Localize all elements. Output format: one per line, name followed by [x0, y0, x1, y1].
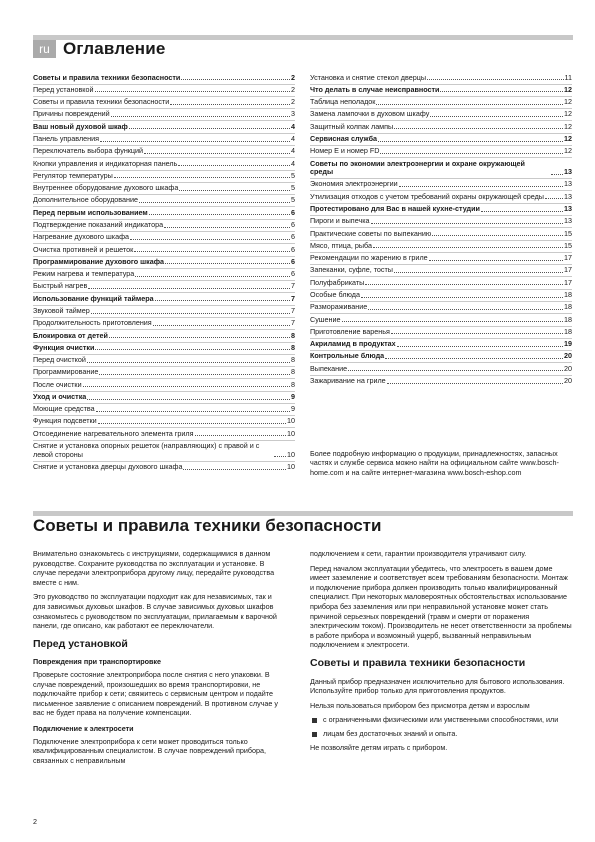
bullet-item: с ограниченными физическими или умственными способностями, или: [310, 715, 573, 725]
toc-entry-title: Зажаривание на гриле: [310, 375, 386, 385]
toc-entry-title: Номер Е и номер FD: [310, 146, 380, 156]
toc-leader-dots: [376, 104, 563, 105]
toc-entry[interactable]: [33, 268, 295, 280]
toc-entry-page: 7: [291, 293, 295, 303]
toc-entry[interactable]: [33, 415, 295, 427]
toc-entry[interactable]: [310, 240, 572, 252]
toc-entry-title: Внутреннее оборудование духового шкафа: [33, 183, 179, 193]
toc-leader-dots: [181, 79, 290, 80]
toc-leader-dots: [99, 374, 290, 375]
toc-leader-dots: [430, 116, 563, 117]
toc-entry[interactable]: [310, 289, 572, 301]
toc-entry[interactable]: [33, 391, 295, 403]
toc-entry-title: Особые блюда: [310, 289, 360, 299]
toc-entry-title: Быстрый нагрев: [33, 281, 88, 291]
toc-entry[interactable]: [310, 108, 572, 120]
toc-entry-title: Сушение: [310, 314, 341, 324]
toc-entry-title: Программирование: [33, 367, 99, 377]
toc-entry-page: 8: [291, 367, 295, 377]
toc-entry-page: 18: [564, 326, 572, 336]
page-title: Оглавление: [63, 39, 166, 58]
toc-entry-page: 7: [291, 281, 295, 291]
toc-entry-title: Снятие и установка опорных решеток (направляющих) с правой и с левой стороны: [33, 441, 260, 459]
toc-entry-title: Перед очисткой: [33, 355, 86, 365]
toc-leader-dots: [144, 153, 290, 154]
toc-entry-title: Программирование духового шкафа: [33, 256, 165, 266]
toc-entry-page: 20: [564, 363, 572, 373]
paragraph: Подключение электроприбора к сети может проводиться только квалифицированным специалистом. В случае повреждений прибора, связанных с неправильным: [33, 736, 267, 765]
toc-entry-page: 5: [291, 183, 295, 193]
toc-leader-dots: [274, 456, 286, 457]
toc-entry-title: Режим нагрева и температура: [33, 269, 135, 279]
paragraph: Проверьте состояние электроприбора после снятия с него упаковки. В случае повреждений, произошедших во время транспортировки, не подключайте прибор к сети; свяжитесь с сервисным центром и подайте письменное заявление с описанием повреждений. В противном случае у вас не будет права на получение компенсации.: [33, 669, 279, 718]
toc-entry-page: 4: [291, 158, 295, 168]
toc-entry-page: 7: [291, 318, 295, 328]
toc-entry-page: 13: [564, 179, 572, 189]
toc-entry-page: 3: [291, 109, 295, 119]
toc-leader-dots: [87, 362, 290, 363]
toc-entry[interactable]: [310, 362, 572, 374]
toc-entry[interactable]: [33, 366, 295, 378]
toc-entry-title: Кнопки управления и индикаторная панель: [33, 158, 178, 168]
toc-entry-title: Рекомендации по жарению в гриле: [310, 253, 428, 263]
toc-leader-dots: [134, 251, 290, 252]
toc-entry[interactable]: [310, 145, 572, 157]
toc-entry-page: 5: [291, 170, 295, 180]
language-badge: ru: [33, 40, 56, 58]
toc-leader-dots: [432, 235, 563, 236]
toc-entry[interactable]: [310, 120, 572, 132]
toc-entry-title: Что делать в случае неисправности: [310, 84, 440, 94]
toc-leader-dots: [365, 284, 563, 285]
toc-leader-dots: [387, 383, 563, 384]
toc-entry-page: 12: [564, 134, 572, 144]
toc-entry-page: 6: [291, 207, 295, 217]
toc-entry-page: 17: [564, 277, 572, 287]
toc-entry[interactable]: [33, 170, 295, 182]
toc-entry-title: Моющие средства: [33, 404, 95, 414]
toc-entry-title: Выпекание: [310, 363, 348, 373]
toc-entry[interactable]: [33, 256, 295, 268]
toc-entry-page: 13: [564, 204, 572, 214]
toc-entry-title: Сервисная служба: [310, 134, 378, 144]
toc-entry[interactable]: [33, 342, 295, 354]
toc-entry-title: После очистки: [33, 379, 82, 389]
paragraph: Не позволяйте детям играть с прибором.: [310, 742, 448, 752]
toc-entry-title: Установка и снятие стекол дверцы: [310, 72, 427, 82]
toc-entry[interactable]: [33, 133, 295, 145]
toc-entry-title: Акриламид в продуктах: [310, 339, 396, 349]
toc-entry[interactable]: [33, 354, 295, 366]
toc-left-column: [33, 72, 295, 473]
toc-leader-dots: [545, 198, 563, 199]
toc-entry[interactable]: [310, 326, 572, 338]
toc-leader-dots: [98, 423, 286, 424]
toc-entry[interactable]: [33, 120, 295, 132]
toc-entry[interactable]: [33, 108, 295, 120]
bullet-item: лицам без достаточных знаний и опыта.: [310, 729, 573, 739]
toc-leader-dots: [361, 297, 563, 298]
toc-entry-page: 7: [291, 305, 295, 315]
toc-leader-dots: [88, 288, 290, 289]
toc-entry[interactable]: [310, 215, 572, 227]
toc-leader-dots: [153, 325, 290, 326]
toc-right-column: [310, 72, 572, 387]
info-note: Более подробную информацию о продукции, принадлежностях, запасных частях и службе сервиса можно найти на официальном сайте www.bosch-home.com и на сайте интернет-магазина www.bosch-eshop.com: [310, 449, 559, 477]
toc-entry-page: 10: [287, 416, 295, 426]
toc-entry[interactable]: [310, 203, 572, 215]
toc-entry-page: 20: [564, 375, 572, 385]
toc-entry-page: 17: [564, 265, 572, 275]
toc-leader-dots: [91, 313, 290, 314]
toc-leader-dots: [427, 79, 564, 80]
toc-entry[interactable]: [33, 440, 295, 461]
paragraph: Это руководство по эксплуатации подходит как для независимых, так и для зависимых духовых шкафов. В случае зависимых духовых шкафов ознакомьтесь с руководством по эксплуатации, прилагаемым к варочной панели, где описано, как работают ее переключатели.: [33, 592, 277, 631]
toc-entry-page: 13: [564, 216, 572, 226]
toc-entry-page: 10: [287, 461, 295, 471]
toc-leader-dots: [139, 202, 290, 203]
toc-entry-title: Советы по экономии электроэнергии и охране окружающей среды: [310, 158, 525, 177]
toc-leader-dots: [109, 337, 290, 338]
toc-entry-title: Причины повреждений: [33, 109, 110, 119]
toc-leader-dots: [114, 177, 290, 178]
toc-entry[interactable]: [33, 72, 295, 84]
toc-entry[interactable]: [310, 264, 572, 276]
toc-entry-page: 2: [291, 72, 295, 82]
toc-entry[interactable]: [33, 206, 295, 218]
toc-entry-title: Перед установкой: [33, 84, 94, 94]
toc-leader-dots: [440, 91, 563, 92]
toc-entry[interactable]: [310, 301, 572, 313]
toc-entry[interactable]: [310, 72, 572, 84]
heading-before-install: Перед установкой: [33, 637, 128, 650]
body-right-column: [310, 549, 573, 757]
toc-entry-page: 20: [564, 351, 572, 361]
toc-entry-page: 9: [291, 391, 295, 401]
toc-leader-dots: [170, 104, 290, 105]
toc-entry-page: 4: [291, 134, 295, 144]
toc-entry-title: Нагревание духового шкафа: [33, 232, 129, 242]
toc-entry-page: 12: [564, 121, 572, 131]
toc-entry-title: Таблица неполадок: [310, 97, 376, 107]
toc-entry-page: 8: [291, 342, 295, 352]
toc-entry[interactable]: [33, 157, 295, 169]
toc-entry-title: Экономия электроэнергии: [310, 179, 398, 189]
toc-entry[interactable]: [33, 243, 295, 255]
toc-entry-page: 12: [564, 84, 572, 94]
toc-entry-page: 4: [291, 121, 295, 131]
subheading-transport-damage: Повреждения при транспортировке: [33, 657, 162, 667]
toc-leader-dots: [164, 227, 290, 228]
toc-entry-page: 6: [291, 244, 295, 254]
toc-entry[interactable]: [310, 350, 572, 362]
toc-entry-page: 8: [291, 379, 295, 389]
toc-entry-title: Панель управления: [33, 134, 100, 144]
toc-leader-dots: [373, 247, 563, 248]
toc-entry-title: Регулятор температуры: [33, 170, 113, 180]
toc-entry[interactable]: [33, 317, 295, 329]
toc-leader-dots: [149, 214, 290, 215]
toc-entry-title: Защитный колпак лампы: [310, 121, 394, 131]
toc-entry-page: 13: [564, 167, 572, 177]
toc-leader-dots: [378, 141, 563, 142]
toc-leader-dots: [130, 239, 290, 240]
toc-entry[interactable]: [33, 182, 295, 194]
toc-leader-dots: [129, 128, 290, 129]
bullet-square-icon: [312, 718, 317, 723]
toc-entry-title: Советы и правила техники безопасности: [33, 72, 181, 82]
toc-entry[interactable]: [33, 194, 295, 206]
toc-entry[interactable]: [310, 157, 572, 178]
toc-entry[interactable]: [310, 338, 572, 350]
toc-entry[interactable]: [310, 178, 572, 190]
section-title: Советы и правила техники безопасности: [33, 516, 382, 535]
toc-leader-dots: [481, 211, 563, 212]
toc-entry[interactable]: [33, 231, 295, 243]
toc-entry-title: Советы и правила техники безопасности: [33, 97, 170, 107]
toc-leader-dots: [399, 186, 563, 187]
toc-entry-title: Функция очистки: [33, 342, 95, 352]
toc-entry[interactable]: [33, 84, 295, 96]
toc-entry-page: 11: [564, 72, 572, 82]
toc-entry-title: Отсоединение нагревательного элемента гриля: [33, 428, 194, 438]
toc-leader-dots: [342, 321, 563, 322]
paragraph: Данный прибор предназначен исключительно для бытового использования. Используйте прибор только для приготовления продуктов.: [310, 676, 565, 696]
toc-entry-page: 6: [291, 232, 295, 242]
toc-leader-dots: [111, 116, 290, 117]
toc-leader-dots: [155, 300, 290, 301]
toc-leader-dots: [394, 272, 563, 273]
toc-entry-page: 9: [291, 404, 295, 414]
toc-entry[interactable]: [310, 276, 572, 288]
toc-entry[interactable]: [310, 252, 572, 264]
subheading-power-connection: Подключение к электросети: [33, 723, 134, 733]
toc-entry-title: Использование функций таймера: [33, 293, 154, 303]
bullet-square-icon: [312, 732, 317, 737]
paragraph: Нельзя пользоваться прибором без присмотра детям и взрослым: [310, 700, 530, 710]
toc-entry[interactable]: [33, 145, 295, 157]
toc-entry-page: 10: [287, 428, 295, 438]
toc-entry-title: Звуковой таймер: [33, 305, 90, 315]
toc-entry-page: 13: [564, 191, 572, 201]
toc-entry-title: Протестировано для Вас в нашей кухне-студии: [310, 204, 480, 214]
toc-entry-page: 2: [291, 97, 295, 107]
toc-entry[interactable]: [310, 375, 572, 387]
heading-safety: Советы и правила техники безопасности: [310, 656, 526, 669]
toc-leader-dots: [551, 174, 563, 175]
toc-leader-dots: [429, 260, 563, 261]
toc-entry[interactable]: [33, 219, 295, 231]
toc-entry-page: 12: [564, 146, 572, 156]
toc-entry[interactable]: [33, 461, 295, 473]
toc-leader-dots: [391, 333, 563, 334]
toc-leader-dots: [179, 190, 290, 191]
toc-entry-page: 6: [291, 219, 295, 229]
toc-leader-dots: [178, 165, 290, 166]
toc-entry-page: 19: [564, 339, 572, 349]
toc-entry-title: Замена лампочки в духовом шкафу: [310, 109, 430, 119]
toc-entry-title: Дополнительное оборудование: [33, 195, 139, 205]
toc-entry-page: 15: [564, 228, 572, 238]
toc-entry[interactable]: [33, 329, 295, 341]
toc-leader-dots: [100, 141, 290, 142]
toc-entry[interactable]: [33, 427, 295, 439]
toc-entry[interactable]: [310, 84, 572, 96]
toc-leader-dots: [183, 469, 286, 470]
toc-entry[interactable]: [33, 403, 295, 415]
toc-leader-dots: [96, 411, 290, 412]
toc-leader-dots: [385, 358, 563, 359]
toc-leader-dots: [195, 435, 287, 436]
toc-leader-dots: [380, 153, 563, 154]
toc-leader-dots: [348, 370, 563, 371]
paragraph: Перед началом эксплуатации убедитесь, что электросеть в вашем доме имеет заземление и соответствует всем требованиям безопасности. Монтаж и подключение прибора должен производить только квалифицированный специалист. При некоторых маловероятных обстоятельствах использование прибора без заземления или при неправильной установке может стать причиной серьезных повреждений (травм и смерти от поражения электрическим током). Производитель не несет ответственности за проблемы в работе прибора и возможный ущерб, вызванный неправильным подключением к электросети.: [310, 563, 572, 650]
toc-entry-page: 18: [564, 302, 572, 312]
toc-leader-dots: [394, 128, 563, 129]
toc-leader-dots: [368, 309, 563, 310]
toc-leader-dots: [397, 346, 563, 347]
toc-leader-dots: [135, 276, 290, 277]
page-number: 2: [33, 817, 37, 826]
paragraph: подключением к сети, гарантии производителя утрачивают силу.: [310, 549, 527, 558]
toc-entry-page: 8: [291, 355, 295, 365]
toc-entry[interactable]: [33, 305, 295, 317]
toc-entry-title: Полуфабрикаты: [310, 277, 365, 287]
toc-entry-title: Приготовление варенья: [310, 326, 390, 336]
toc-entry[interactable]: [310, 190, 572, 202]
toc-entry-page: 6: [291, 256, 295, 266]
toc-entry-title: Мясо, птица, рыба: [310, 240, 372, 250]
toc-entry[interactable]: [310, 227, 572, 239]
toc-entry-title: Утилизация отходов с учетом требований охраны окружающей среды: [310, 191, 544, 201]
toc-entry-title: Ваш новый духовой шкаф: [33, 121, 128, 131]
toc-entry-title: Размораживание: [310, 302, 368, 312]
toc-leader-dots: [95, 91, 290, 92]
toc-entry-page: 12: [564, 97, 572, 107]
paragraph: Внимательно ознакомьтесь с инструкциями, содержащимися в данном руководстве. Сохраните руководства по эксплуатации и установке. В случае передачи электроприбора другому лицу, передайте руководства вместе с ним.: [33, 549, 275, 587]
toc-entry-title: Подтверждение показаний индикатора: [33, 219, 164, 229]
toc-entry-title: Функция подсветки: [33, 416, 97, 426]
toc-entry-title: Переключатель выбора функций: [33, 146, 144, 156]
toc-entry-title: Практические советы по выпеканию: [310, 228, 432, 238]
toc-entry[interactable]: [310, 96, 572, 108]
toc-entry-page: 17: [564, 253, 572, 263]
toc-leader-dots: [371, 223, 563, 224]
toc-entry-page: 10: [287, 449, 295, 459]
toc-entry-page: 2: [291, 84, 295, 94]
toc-entry-page: 8: [291, 330, 295, 340]
toc-entry-page: 18: [564, 289, 572, 299]
toc-entry[interactable]: [33, 96, 295, 108]
toc-leader-dots: [83, 386, 290, 387]
toc-entry-title: Контрольные блюда: [310, 351, 385, 361]
toc-entry-page: 5: [291, 195, 295, 205]
toc-entry-title: Перед первым использованием: [33, 207, 148, 217]
toc-entry-title: Уход и очистка: [33, 391, 87, 401]
toc-leader-dots: [165, 263, 290, 264]
toc-entry-title: Блокировка от детей: [33, 330, 108, 340]
toc-entry[interactable]: [33, 378, 295, 390]
toc-entry[interactable]: [310, 133, 572, 145]
toc-entry-page: 6: [291, 269, 295, 279]
toc-entry-title: Запеканки, суфле, тосты: [310, 265, 393, 275]
toc-entry[interactable]: [310, 313, 572, 325]
toc-entry[interactable]: [33, 292, 295, 304]
toc-leader-dots: [95, 349, 290, 350]
toc-leader-dots: [87, 399, 290, 400]
toc-entry-title: Пироги и выпечка: [310, 216, 370, 226]
toc-entry-page: 15: [564, 240, 572, 250]
body-left-column: [33, 549, 285, 770]
toc-entry[interactable]: [33, 280, 295, 292]
toc-entry-title: Продолжительность приготовления: [33, 318, 152, 328]
toc-entry-title: Очистка противней и решеток: [33, 244, 134, 254]
toc-entry-page: 18: [564, 314, 572, 324]
toc-entry-page: 12: [564, 109, 572, 119]
toc-entry-title: Снятие и установка дверцы духового шкафа: [33, 461, 183, 471]
toc-entry-page: 4: [291, 146, 295, 156]
